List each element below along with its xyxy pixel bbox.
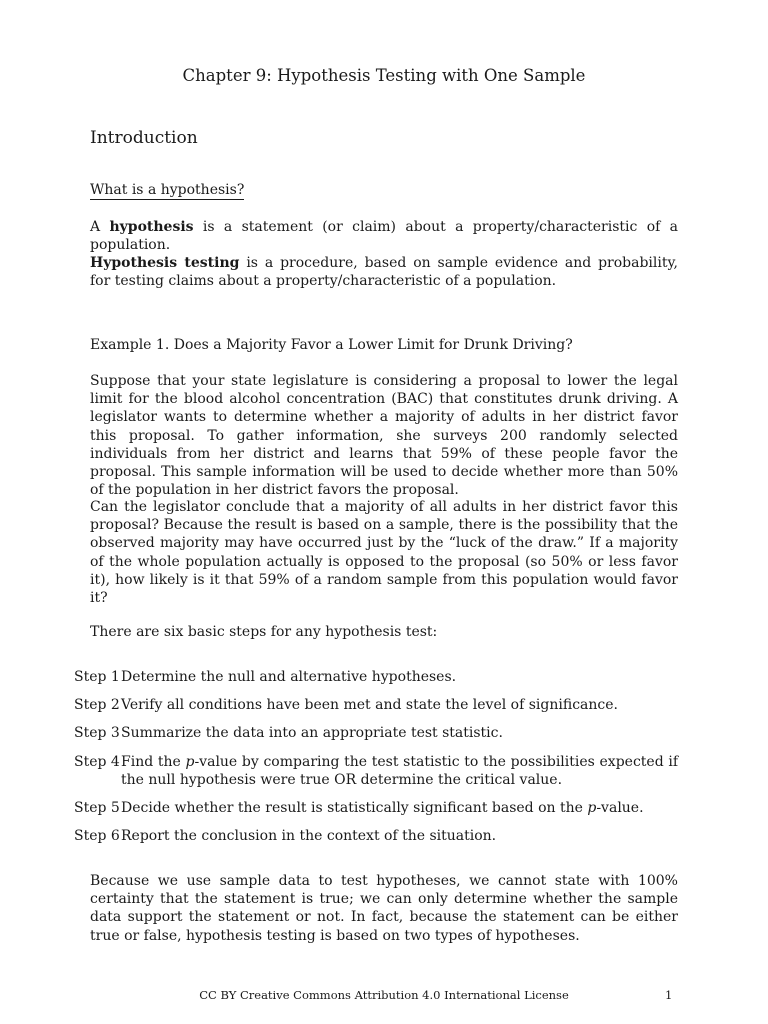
step-label: Step 2 [74, 697, 120, 714]
step-text: Determine the null and alternative hypotheses. [121, 669, 457, 685]
section-heading: Introduction [90, 128, 198, 148]
definition-hypothesis [90, 218, 678, 254]
steps-list [74, 668, 678, 855]
step-item [74, 799, 678, 817]
definition-text: is a statement (or claim) about a property/characteristic of a population. [90, 219, 679, 254]
step-text: Verify all conditions have been met and state the level of significance. [121, 697, 618, 714]
page-footer: CC BY Creative Commons Attribution 4.0 International License [199, 988, 569, 1002]
step-label: Step 3 [74, 725, 120, 742]
closing-paragraph: Because we use sample data to test hypotheses, we cannot state with 100% certainty that the statement is true; we can only determine whether the sample data support the statement or not. In fact, because the statement can be either true or false, hypothesis testing is based on two types of hypotheses. [90, 873, 678, 944]
page-number: 1 [665, 988, 673, 1002]
steps-intro: There are six basic steps for any hypothesis test: [90, 624, 438, 640]
step-label: Step 1 [74, 669, 120, 685]
step-text: Report the conclusion in the context of the situation. [121, 828, 497, 845]
step-item [74, 827, 678, 845]
step-label: Step 5 [74, 800, 120, 817]
step-text: Decide whether the result is statistically significant based on the [121, 800, 588, 817]
subsection-heading: What is a hypothesis? [90, 182, 245, 198]
step-item [74, 696, 678, 714]
definition-prefix: A [90, 219, 110, 235]
step-text-cont: -value. [596, 800, 644, 817]
page-title: Chapter 9: Hypothesis Testing with One Sample [182, 66, 586, 85]
step-italic: p [587, 800, 597, 817]
definition-term: Hypothesis testing [90, 255, 240, 271]
definition-text: is a procedure, based on sample evidence and probability, for testing claims about a property/characteristic of a population. [90, 255, 678, 290]
step-text: Find the [121, 753, 186, 770]
step-item [74, 724, 678, 742]
step-text: Summarize the data into an appropriate test statistic. [121, 725, 503, 742]
step-label: Step 6 [74, 828, 120, 845]
step-item [74, 753, 678, 789]
step-item [74, 668, 678, 686]
definition-hypothesis-testing [90, 254, 678, 290]
step-text-cont: -value by comparing the test statistic to the possibilities expected if the null hypothesis were true OR determine the critical value. [121, 753, 679, 788]
definition-term: hypothesis [109, 219, 194, 235]
step-label: Step 4 [74, 753, 120, 770]
example-paragraph-1: Suppose that your state legislature is considering a proposal to lower the legal limit for the blood alcohol concentration (BAC) that constitutes drunk driving. A legislator wants to determine whether a majority of adults in her district favor this proposal. To gather information, she surveys 200 randomly selected individuals from her district and learns that 59% of these people favor the proposal. This sample information will be used to decide whether more than 50% of the population in her district favors the proposal. [90, 373, 678, 499]
step-italic: p [185, 753, 195, 770]
example-title: Example 1. Does a Majority Favor a Lower Limit for Drunk Driving? [90, 337, 573, 353]
example-paragraph-2: Can the legislator conclude that a majority of all adults in her district favor this proposal? Because the result is based on a sample, there is the possibility that the observed majority may have occurred just by the “luck of the draw.” If a majority of the whole population actually is opposed to the proposal (so 50% or less favor it), how likely is it that 59% of a random sample from this population would favor it? [90, 499, 678, 607]
